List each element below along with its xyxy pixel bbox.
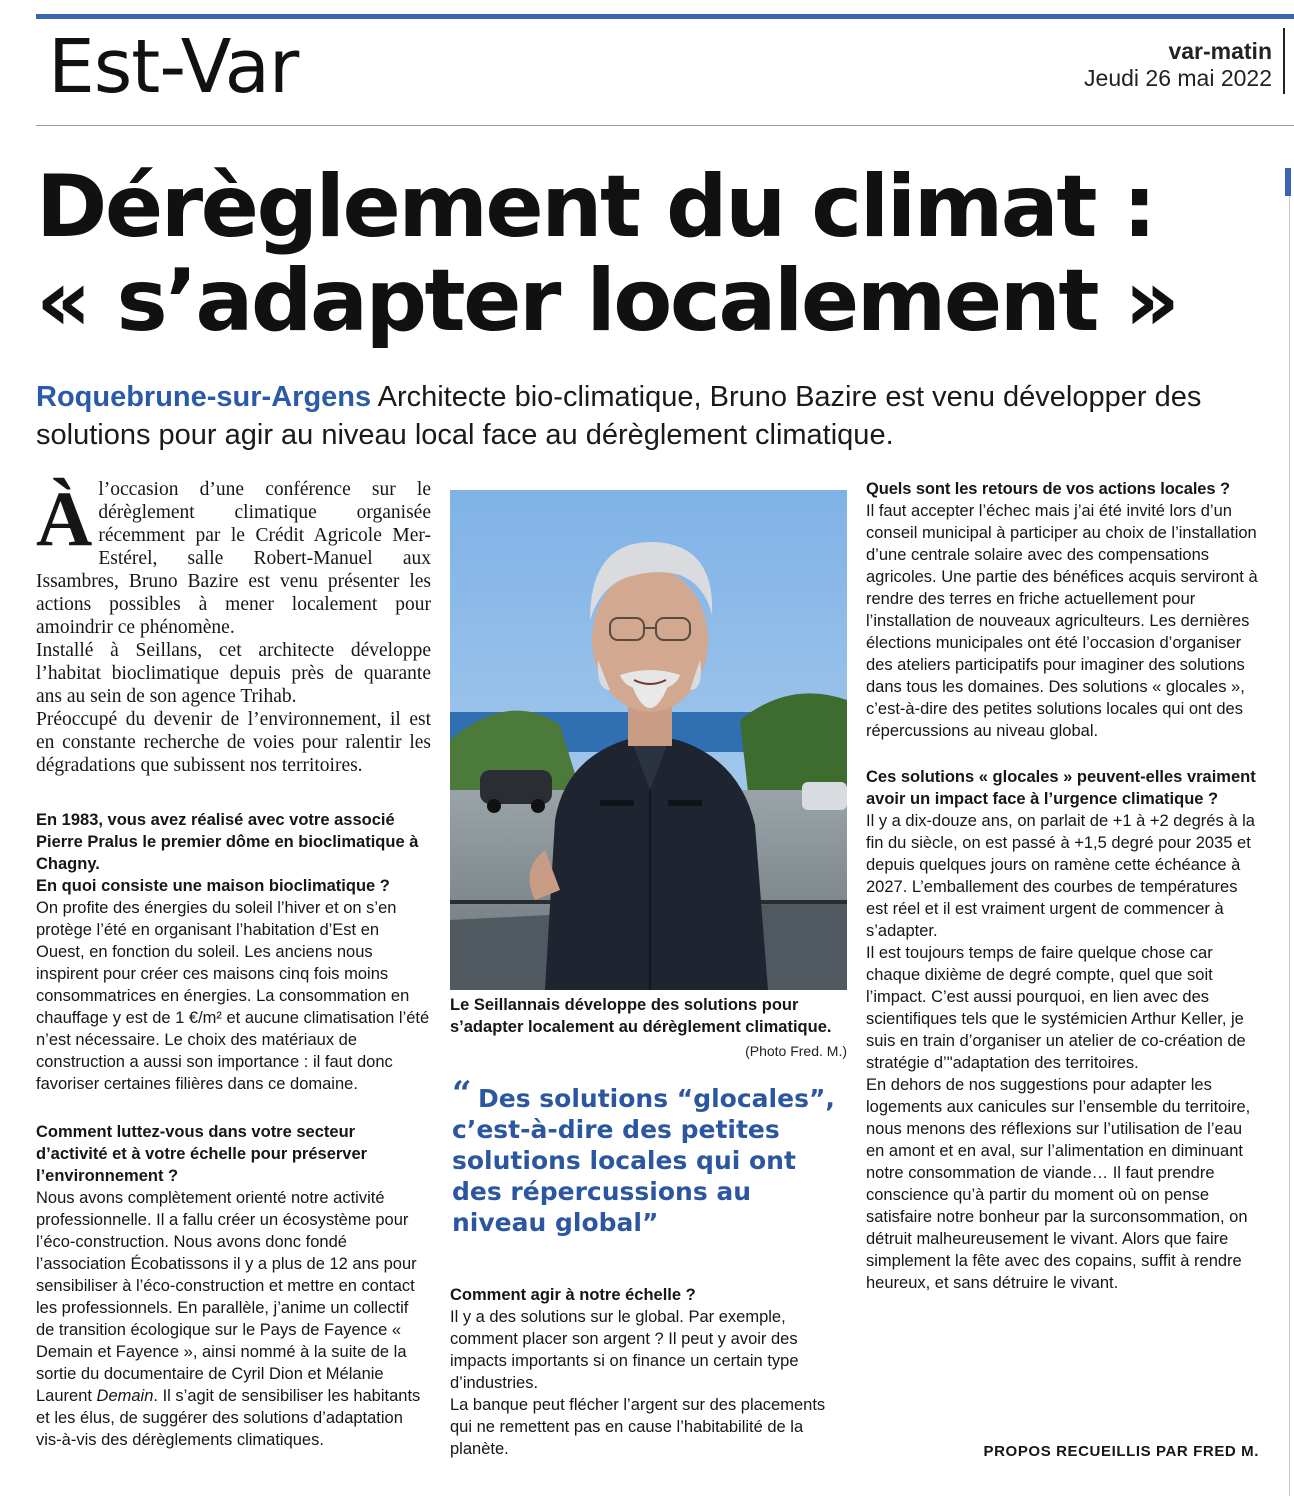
intro-paragraph-1: Àl’occasion d’une conférence sur le dérèglement climatique organisée récemment par le Crédit Agricole Mer-Estérel, salle Robert-Manuel aux Issambres, Bruno Bazire est venu présenter les actions possibles à mener localement pour amoindrir ce phénomène. [36, 475, 431, 638]
photo-caption: Le Seillannais développe des solutions pour s’adapter localement au dérèglement climatique. [450, 996, 832, 1036]
question-4: Quels sont les retours de vos actions locales ? [866, 480, 1230, 498]
photo-credit: (Photo Fred. M.) [745, 1043, 847, 1059]
answer-3: Il y a des solutions sur le global. Par exemple, comment placer son argent ? Il peut y avoir des impacts importants si on finance un certain type d’industries. [450, 1308, 799, 1392]
paper-name: var-matin [1168, 38, 1272, 64]
portrait-illustration [450, 490, 847, 990]
answer-5: Il y a dix-douze ans, on parlait de +1 à +2 degrés à la fin du siècle, on est passé à +1,5 degré pour 2035 et depuis quelques jours on ramène cette échéance à 2027. L’emballement des courbes de températures est réel et il est vraiment urgent de commencer à s’adapter. [866, 812, 1255, 940]
column-middle-lower [450, 1284, 847, 1460]
headline-line-2: « s’adapter localement » [36, 251, 1178, 351]
question-1b: En quoi consiste une maison bioclimatique ? [36, 877, 390, 895]
intro-paragraph-3: Préoccupé du devenir de l’environnement, il est en constante recherche de voies pour ralentir les dégradations que subissent nos territoires. [36, 709, 431, 776]
standfirst [36, 378, 1286, 454]
byline: PROPOS RECUEILLIS PAR FRED M. [983, 1443, 1259, 1460]
dateline-location: Roquebrune-sur-Argens [36, 381, 372, 413]
edge-marker [1285, 168, 1291, 196]
question-2: Comment luttez-vous dans votre secteur d’activité et à votre échelle pour préserver l’environnement ? [36, 1123, 368, 1185]
quote-mark-icon: “ [452, 1074, 472, 1114]
headline [36, 157, 1276, 351]
intro-paragraph-2: Installé à Seillans, cet architecte développe l’habitat bioclimatique depuis près de quarante ans au sein de son agence Trihab. [36, 640, 431, 707]
answer-5b: Il est toujours temps de faire quelque chose car chaque dixième de degré compte, quel que soit l’impact. C’est aussi pourquoi, en lien avec des scientifiques tels que le systémicien Arthur Keller, je suis en train d’organiser un atelier de co-création de stratégie d’"adaptation des territoires. [866, 944, 1246, 1072]
headline-line-1: Dérèglement du climat : [36, 157, 1155, 257]
answer-1: On profite des énergies du soleil l’hiver et on s’en protège l’été en organisant l’habitation d’Est en Ouest, en fonction du soleil. Les anciens nous inspirent pour créer ces maisons cinq fois moins consommatrices en énergies. La consommation en chauffage y est de 1 €/m² et aucune climatisation l’été n’est nécessaire. Le choix des matériaux de construction a aussi son importance : il faut donc favoriser certaines filières dans ce domaine. [36, 899, 430, 1093]
answer-5c: En dehors de nos suggestions pour adapter les logements aux canicules sur l’ensemble du territoire, nous menons des réflexions sur l’utilisation de l’eau en amont et en aval, sur l’alimentation en diminuant notre consommation de viande… Il faut prendre conscience qu’à partir du moment où on pense satisfaire notre bonheur par la surconsommation, on détruit malheureusement le vivant. Alors que faire simplement la fête avec des copains, suffit à rendre heureux, et sans détruire le vivant. [866, 1076, 1251, 1292]
pull-quote-text: Des solutions “glocales”, c’est-à-dire des petites solutions locales qui ont des répercussions au niveau global” [452, 1084, 835, 1237]
section-title: Est-Var [48, 24, 299, 110]
top-accent-bar [36, 14, 1294, 19]
question-3: Comment agir à notre échelle ? [450, 1286, 696, 1304]
portrait-photo [450, 490, 847, 990]
answer-4: Il faut accepter l’échec mais j’ai été invité lors d’un conseil municipal à participer au choix de l’installation d’une centrale solaire avec des compensations agricoles. Une partie des bénéfices acquis serviront à rendre des terres en friche actuellement pour l’installation de nouveaux agriculteurs. Les dernières élections municipales ont été l’occasion d’organiser des ateliers participatifs pour imaginer des solutions dans tous les domaines. Des solutions « glocales », c’est-à-dire des petites solutions locales qui ont des répercussions au niveau global. [866, 502, 1258, 740]
column-left [36, 475, 431, 1451]
drop-cap: À [36, 475, 93, 562]
issue-date: Jeudi 26 mai 2022 [1084, 65, 1272, 91]
answer-3b: La banque peut flécher l’argent sur des placements qui ne remettent pas en cause l’habitabilité de la planète. [450, 1396, 826, 1458]
header-divider [1283, 28, 1285, 94]
standfirst-text: Architecte bio-climatique, Bruno Bazire est venu développer des solutions pour agir au niveau local face au dérèglement climatique. [36, 381, 1202, 451]
question-1: En 1983, vous avez réalisé avec votre associé Pierre Pralus le premier dôme en bioclimatique à Chagny. [36, 811, 419, 873]
question-5: Ces solutions « glocales » peuvent-elles vraiment avoir un impact face à l’urgence climatique ? [866, 768, 1256, 808]
pull-quote [452, 1074, 852, 1238]
column-right [866, 478, 1261, 1294]
column-edge-line [1289, 196, 1290, 1496]
answer-2: Nous avons complètement orienté notre activité professionnelle. Il a fallu créer un écosystème pour l’éco-construction. Nous avons donc fondé l’association Écobatissons il y a plus de 12 ans pour sensibiliser à l’éco-construction et mettre en contact les professionnels. En parallèle, j’anime un collectif de transition écologique sur le Pays de Fayence « Demain et Fayence », ainsi nommé à la suite de la sortie du documentaire de Cyril Dion et Mélanie Laurent Demain. Il s’agit de sensibiliser les habitants et les élus, de suggérer des solutions d’adaptation vis-à-vis des dérèglements climatiques. [36, 1189, 421, 1449]
masthead [1084, 38, 1272, 92]
header-rule [36, 125, 1294, 126]
